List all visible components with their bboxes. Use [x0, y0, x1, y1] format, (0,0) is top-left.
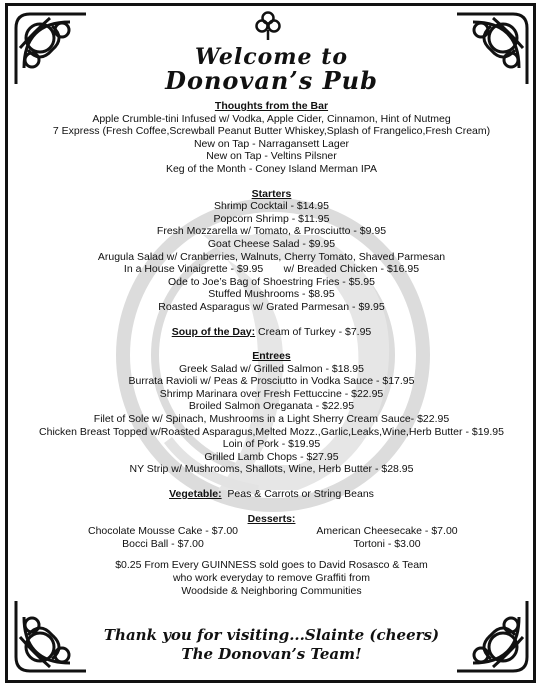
menu-body — [0, 100, 543, 598]
entrees-heading: Entrees — [252, 350, 291, 363]
entree-item: Grilled Lamb Chops - $27.95 — [204, 450, 339, 463]
donation-line: $0.25 From Every GUINNESS sold goes to David Rosasco & Team — [115, 559, 428, 572]
shamrock-knot-icon — [254, 10, 282, 42]
bar-item: New on Tap - Veltins Pilsner — [206, 150, 337, 163]
dessert-item: Chocolate Mousse Cake - $7.00 — [88, 525, 238, 538]
desserts-left-column — [83, 525, 243, 550]
welcome-title: Welcome to — [194, 44, 349, 70]
starters-heading: Starters — [251, 187, 292, 200]
dessert-item: Tortoni - $3.00 — [353, 537, 421, 550]
pub-name-title: Donovan’s Pub — [165, 66, 378, 95]
soup-text: Cream of Turkey - $7.95 — [255, 325, 372, 338]
donation-line: who work everyday to remove Graffiti from — [172, 572, 371, 585]
desserts-heading: Desserts: — [247, 512, 296, 525]
starter-item: Ode to Joe’s Bag of Shoestring Fries - $5.95 — [167, 275, 375, 288]
entree-item: Burrata Ravioli w/ Peas & Prosciutto in Vodka Sauce - $17.95 — [128, 375, 415, 388]
entree-item: Shrimp Marinara over Fresh Fettuccine - $22.95 — [159, 387, 384, 400]
bar-item: New on Tap - Narragansett Lager — [193, 137, 350, 150]
vegetable-line — [0, 488, 543, 501]
desserts-right-column — [307, 525, 467, 550]
thank-you-line: Thank you for visiting...Slainte (cheers) — [103, 626, 440, 644]
vegetable-heading: Vegetable: — [169, 488, 222, 501]
starter-item: Arugula Salad w/ Cranberries, Walnuts, Cherry Tomato, Shaved Parmesan — [97, 250, 446, 263]
dessert-item: American Cheesecake - $7.00 — [316, 525, 458, 538]
starter-item: Popcorn Shrimp - $11.95 — [213, 212, 330, 225]
starter-item: Shrimp Cocktail - $14.95 — [214, 200, 329, 213]
entree-item: Broiled Salmon Oreganata - $22.95 — [188, 400, 355, 413]
starter-item: Roasted Asparagus w/ Grated Parmesan - $9.95 — [158, 300, 385, 313]
starter-item: In a House Vinaigrette - $9.95 w/ Breaded Chicken - $16.95 — [123, 263, 420, 276]
bar-item: Keg of the Month - Coney Island Merman IPA — [165, 162, 378, 175]
starter-item: Goat Cheese Salad - $9.95 — [207, 237, 336, 250]
team-signoff: The Donovan’s Team! — [181, 645, 362, 663]
bar-item: Apple Crumble-tini Infused w/ Vodka, Apple Cider, Cinnamon, Hint of Nutmeg — [92, 112, 451, 125]
donation-note — [0, 559, 543, 598]
donation-line: Woodside & Neighboring Communities — [181, 585, 362, 598]
bar-heading: Thoughts from the Bar — [214, 100, 329, 112]
entree-item: Filet of Sole w/ Spinach, Mushrooms in a Light Sherry Cream Sauce- $22.95 — [93, 413, 450, 426]
starter-item: Stuffed Mushrooms - $8.95 — [208, 288, 335, 301]
dessert-item: Bocci Ball - $7.00 — [122, 537, 204, 550]
soup-heading: Soup of the Day: — [171, 325, 256, 338]
bar-item: 7 Express (Fresh Coffee,Screwball Peanut Butter Whiskey,Splash of Frangelico,Fresh Cream) — [52, 125, 491, 138]
starter-item: Fresh Mozzarella w/ Tomato, & Prosciutto - $9.95 — [156, 225, 387, 238]
desserts-list — [0, 525, 543, 551]
entree-item: NY Strip w/ Mushrooms, Shallots, Wine, Herb Butter - $28.95 — [129, 463, 414, 476]
entree-item: Loin of Pork - $19.95 — [222, 438, 321, 451]
entree-item: Chicken Breast Topped w/Roasted Asparagus,Melted Mozz.,Garlic,Leaks,Wine,Herb Butter - $19.95 — [39, 425, 504, 438]
soup-line — [0, 326, 543, 339]
vegetable-text: Peas & Carrots or String Beans — [221, 488, 374, 501]
entree-item: Greek Salad w/ Grilled Salmon - $18.95 — [178, 362, 364, 375]
